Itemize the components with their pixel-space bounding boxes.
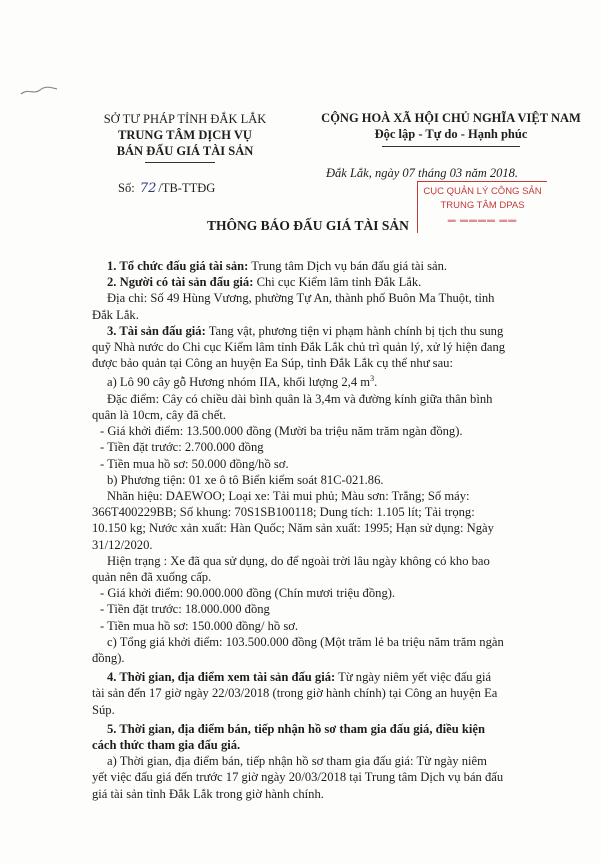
section-2-address-2: Đắk Lắk. [92,307,139,322]
national-motto: Độc lập - Tự do - Hạnh phúc [374,127,528,141]
number-handwritten: 72 [139,181,157,196]
document-body [92,258,566,802]
section-2 [92,274,566,290]
item-b-price: - Giá khởi điểm: 90.000.000 đồng (Chín mươi triệu đồng). [100,586,396,601]
item-a-end: . [374,375,378,390]
header-underline-right [382,146,520,147]
stamp-line-1: CỤC QUẢN LÝ CÔNG SẢN [423,186,542,197]
section-3 [92,323,566,339]
item-a-sup: 3 [370,374,375,384]
item-a-deposit: - Tiền đặt trước: 2.700.000 đồng [100,440,264,455]
section-1-text: Trung tâm Dịch vụ bán đấu giá tài sản. [248,259,448,273]
stamp-line-2: TRUNG TÂM DPAS [440,200,525,211]
document-number [118,181,215,196]
section-1 [92,258,566,274]
section-5-a-2: yết việc đấu giá đến trước 17 giờ ngày 20/03/2018 tại Trung tâm Dịch vụ bán đấu [92,770,504,785]
item-c: c) Tổng giá khởi điểm: 103.500.000 đồng (Một trăm lẻ ba triệu năm trăm ngàn [107,634,504,649]
section-2-address: Địa chỉ: Số 49 Hùng Vương, phường Tự An, thành phố Buôn Ma Thuột, tỉnh [107,291,495,306]
section-5-label-2: cách thức tham gia đấu giá. [92,738,241,753]
item-a-desc: Đặc điểm: Cây có chiều dài bình quân là 3,4m và đường kính giữa thân bình [107,391,493,406]
section-3-text: Tang vật, phương tiện vi phạm hành chính bị tịch thu sung [205,323,504,338]
section-4-text: Từ ngày niêm yết việc đấu giá [335,670,492,685]
section-4-label: 4. Thời gian, địa điểm xem tài sản đấu giá: [107,670,336,685]
national-title: CỘNG HOÀ XÃ HỘI CHỦ NGHĨA VIỆT NAM [321,111,581,125]
section-2-text: Chi cục Kiểm lâm tỉnh Đắk Lắk. [253,275,422,290]
document-title: THÔNG BÁO ĐẤU GIÁ TÀI SẢN [207,218,409,233]
document-date: Đắk Lắk, ngày 07 tháng 03 năm 2018. [326,166,518,180]
pencil-mark [20,86,58,96]
item-a-desc-2: quân là 10cm, cây đã chết. [92,408,226,423]
number-label: Số: [118,181,135,195]
item-a-text: a) Lô 90 cây gỗ Hương nhóm IIA, khối lượng 2,4 m [107,375,371,390]
item-b-dossier: - Tiền mua hồ sơ: 150.000 đồng/ hồ sơ. [100,618,299,633]
section-5-label: 5. Thời gian, địa điểm bán, tiếp nhận hồ sơ tham gia đấu giá, điều kiện [107,721,485,736]
item-b-line-3: 10.150 kg; Nước xản xuất: Hàn Quốc; Năm sản xuất: 1995; Hạn sử dụng: Ngày [92,521,494,536]
section-4-line-2: tài sản đến 17 giờ ngày 22/03/2018 (trong giờ hành chính) tại Công an huyện Ea [92,686,498,701]
section-5-a: a) Thời gian, địa điểm bán, tiếp nhận hồ sơ tham gia đấu giá: Từ ngày niêm [107,754,487,769]
item-b-state: Hiện trạng : Xe đã qua sử dụng, do để ngoài trời lâu ngày không có kho bao [107,553,490,568]
item-a-price: - Giá khởi điểm: 13.500.000 đồng (Mười ba triệu năm trăm ngàn đồng). [100,424,463,439]
item-b-state-2: quản nên đã xuống cấp. [92,570,212,585]
number-suffix: /TB-TTĐG [158,181,216,195]
section-3-line-3: được bảo quản tại Công an huyện Ea Súp, tỉnh Đắk Lắk cụ thể như sau: [92,356,453,371]
section-4-line-3: Súp. [92,702,115,717]
item-c-2: đồng). [92,651,125,666]
header-center-name: TRUNG TÂM DỊCH VỤ [118,128,252,142]
section-3-line-2: quỹ Nhà nước do Chi cục Kiểm lâm tỉnh Đắk Lắk chủ trì quản lý, xử lý hiện đang [92,340,506,355]
section-5-a-3: giá tài sản tỉnh Đắk Lắk trong giờ hành chính. [92,786,324,801]
section-1-label: 1. Tổ chức đấu giá tài sản: [107,259,249,273]
stamp-partial-line: ▬ ▬▬▬▬ ▬▬ [447,215,518,224]
header-underline-left [145,162,215,163]
header-agency: SỞ TƯ PHÁP TỈNH ĐẮK LẮK [103,112,267,126]
item-b-line-4: 31/12/2020. [92,537,153,552]
section-3-label: 3. Tài sản đấu giá: [107,323,206,338]
header-center-name-2: BÁN ĐẤU GIÁ TÀI SẢN [116,144,254,158]
section-4 [92,669,566,685]
item-a-dossier: - Tiền mua hồ sơ: 50.000 đồng/hồ sơ. [100,456,289,471]
item-b: b) Phương tiện: 01 xe ô tô Biển kiểm soát 81C-021.86. [107,472,384,487]
item-a [92,371,566,390]
item-b-line-1: Nhãn hiệu: DAEWOO; Loại xe: Tải mui phủ; Màu sơn: Trắng; Số máy: [107,489,470,504]
received-stamp [417,181,547,233]
item-b-line-2: 366T400229BB; Số khung: 70S1SB100118; Dung tích: 1.105 lít; Tải trọng: [92,505,475,520]
item-b-deposit: - Tiền đặt trước: 18.000.000 đồng [100,602,270,617]
section-2-label: 2. Người có tài sản đấu giá: [107,275,254,290]
